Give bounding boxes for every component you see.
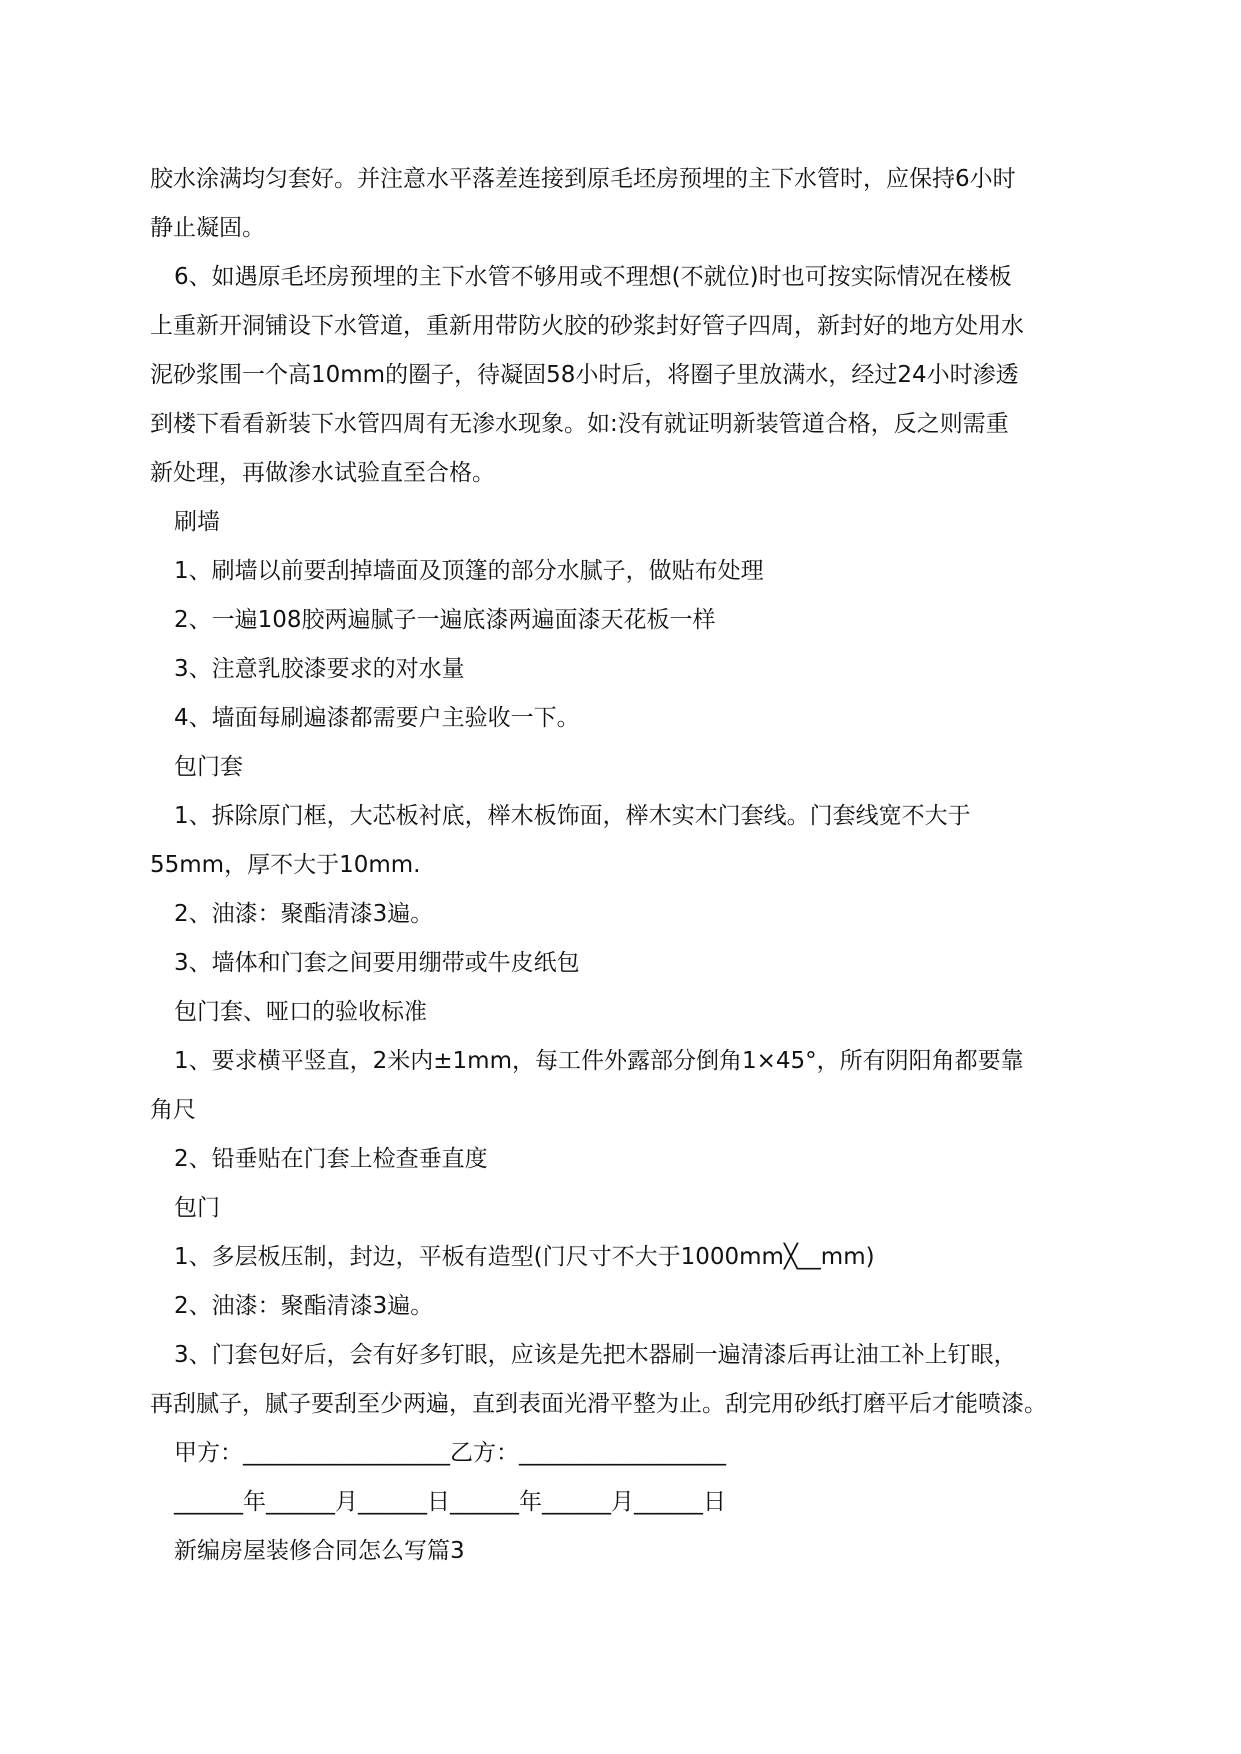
- text-line: 3、门套包好后，会有好多钉眼，应该是先把木器刷一遍清漆后再让油工补上钉眼，: [174, 1342, 1017, 1368]
- text-line: 静止凝固。: [150, 215, 265, 241]
- text-line: 2、铅垂贴在门套上检查垂直度: [174, 1146, 488, 1172]
- text-line: 55mm，厚不大于10mm.: [150, 852, 421, 878]
- text-line: 角尺: [150, 1097, 196, 1123]
- signature-line: 甲方：__________________乙方：__________________: [174, 1440, 726, 1466]
- section-heading: 包门: [174, 1195, 220, 1221]
- section-heading: 包门套: [174, 754, 243, 780]
- text-line: 3、注意乳胶漆要求的对水量: [174, 656, 465, 682]
- text-line: 上重新开洞铺设下水管道，重新用带防火胶的砂浆封好管子四周，新封好的地方处用水: [150, 313, 1024, 339]
- text-line: 2、油漆：聚酯清漆3遍。: [174, 1293, 434, 1319]
- text-line: 2、油漆：聚酯清漆3遍。: [174, 901, 434, 927]
- date-line: ______年______月______日______年______月______日: [174, 1489, 726, 1515]
- text-line: 1、拆除原门框，大芯板衬底，榉木板饰面，榉木实木门套线。门套线宽不大于: [174, 803, 971, 829]
- text-line: 1、要求横平竖直，2米内±1mm，每工件外露部分倒角1×45°，所有阴阳角都要靠: [174, 1048, 1024, 1074]
- text-line: 新处理，再做渗水试验直至合格。: [150, 460, 495, 486]
- section-heading: 刷墙: [174, 509, 220, 535]
- text-line: 泥砂浆围一个高10mm的圈子，待凝固58小时后，将圈子里放满水，经过24小时渗透: [150, 362, 1019, 388]
- text-line: 到楼下看看新装下水管四周有无渗水现象。如:没有就证明新装管道合格，反之则需重: [150, 411, 1009, 437]
- text-line: 再刮腻子，腻子要刮至少两遍，直到表面光滑平整为止。刮完用砂纸打磨平后才能喷漆。: [150, 1391, 1047, 1417]
- section-heading: 新编房屋装修合同怎么写篇3: [174, 1538, 465, 1564]
- text-line: 胶水涂满均匀套好。并注意水平落差连接到原毛坯房预埋的主下水管时，应保持6小时: [150, 166, 1016, 192]
- text-line: 6、如遇原毛坯房预埋的主下水管不够用或不理想(不就位)时也可按实际情况在楼板: [174, 264, 1012, 290]
- text-line: 3、墙体和门套之间要用绷带或牛皮纸包: [174, 950, 580, 976]
- text-line: 4、墙面每刷遍漆都需要户主验收一下。: [174, 705, 580, 731]
- text-line: 1、多层板压制，封边，平板有造型(门尺寸不大于1000mm╳__mm): [174, 1244, 875, 1270]
- section-heading: 包门套、哑口的验收标准: [174, 999, 427, 1025]
- text-line: 1、刷墙以前要刮掉墙面及顶篷的部分水腻子，做贴布处理: [174, 558, 764, 584]
- text-line: 2、一遍108胶两遍腻子一遍底漆两遍面漆天花板一样: [174, 607, 716, 633]
- document-body: [150, 155, 1090, 1576]
